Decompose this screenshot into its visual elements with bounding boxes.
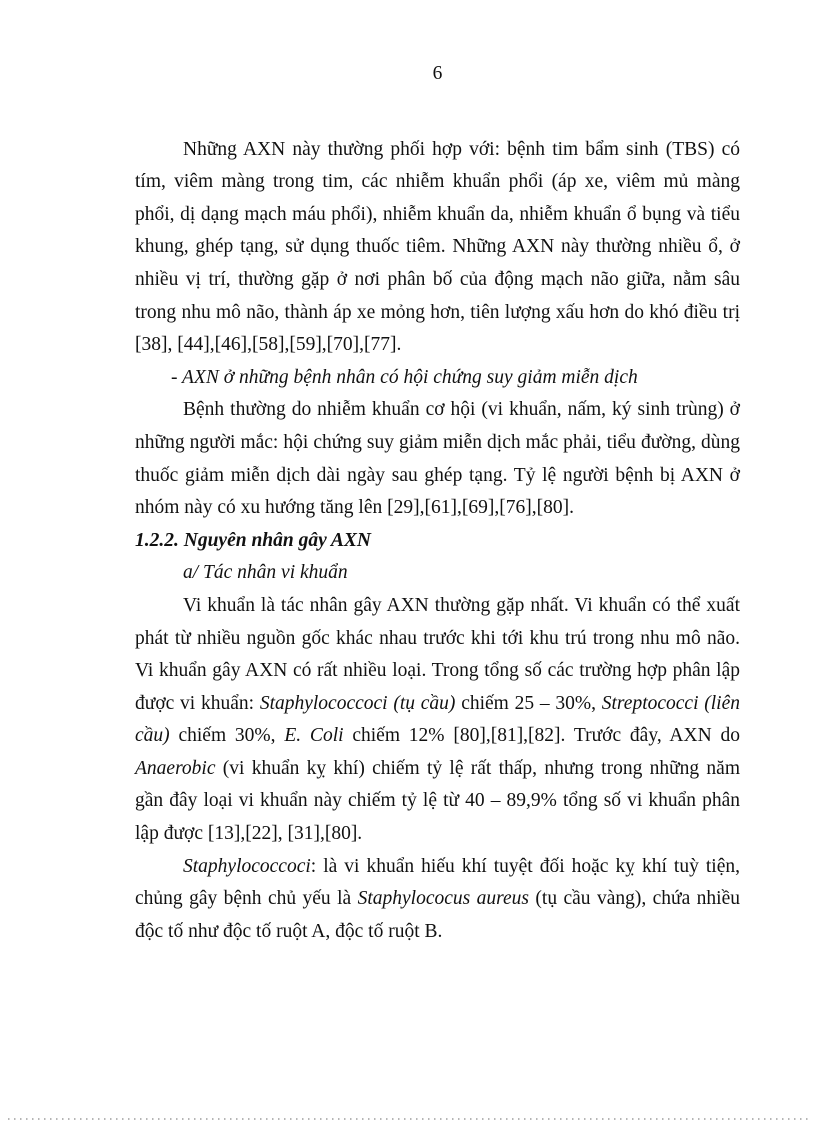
text-run: Bệnh thường do nhiễm khuẩn cơ hội (vi khuẩn, nấm, ký sinh trùng) ở những người mắc: hội chứng suy giảm miễn dịch mắc phải, tiểu đường, dùng thuốc giảm miễn dịch dài ngày sau ghép tạng. Tỷ lệ người bệnh bị AXN ở nhóm này có xu hướng tăng lên [29],[61],[69],[76],[80]. xyxy=(135,399,740,519)
paragraph-body xyxy=(135,134,740,362)
text-run: chiếm 25 – 30%, xyxy=(455,692,602,714)
text-run: chiếm 12% [80],[81],[82]. Trước đây, AXN do xyxy=(343,725,740,747)
text-run: (vi khuẩn kỵ khí) chiếm tỷ lệ rất thấp, nhưng trong những năm gần đây loại vi khuẩn này chiếm tỷ lệ từ 40 – 89,9% tổng số vi khuẩn phân lập được [13],[22], [31],[80]. xyxy=(135,757,740,845)
text-run: Streptococci (liên cầu) xyxy=(135,692,740,747)
paragraph-heading xyxy=(135,525,740,558)
paragraph-dash-line xyxy=(135,362,740,395)
document-body xyxy=(135,134,740,949)
text-run: Anaerobic xyxy=(135,757,216,779)
text-run: a/ Tác nhân vi khuẩn xyxy=(183,562,348,584)
text-run: Staphylococcoci (tụ cầu) xyxy=(259,692,456,714)
bottom-dotted-divider xyxy=(8,1118,808,1120)
paragraph-subheading xyxy=(135,557,740,590)
text-run: Những AXN này thường phối hợp với: bệnh tim bẩm sinh (TBS) có tím, viêm màng trong tim, các nhiễm khuẩn phổi (áp xe, viêm mủ màng phổi, dị dạng mạch máu phổi), nhiễm khuẩn da, nhiễm khuẩn ổ bụng và tiểu khung, ghép tạng, sử dụng thuốc tiêm. Những AXN này thường nhiều ổ, ở nhiều vị trí, thường gặp ở nơi phân bố của động mạch não giữa, nằm sâu trong nhu mô não, thành áp xe mỏng hơn, tiên lượng xấu hơn do khó điều trị [38], [44],[46],[58],[59],[70],[77]. xyxy=(135,138,740,356)
text-run: - AXN ở những bệnh nhân có hội chứng suy giảm miễn dịch xyxy=(171,366,638,388)
page-number: 6 xyxy=(432,63,443,84)
text-run: Staphylococus aureus xyxy=(357,888,529,910)
text-run: Vi khuẩn là tác nhân gây AXN thường gặp nhất. Vi khuẩn có thể xuất phát từ nhiều nguồn gốc khác nhau trước khi tới khu trú trong nhu mô não. Vi khuẩn gây AXN có rất nhiều loại. Trong tổng số các trường hợp phân lập được vi khuẩn: xyxy=(135,594,740,714)
paragraph-body xyxy=(135,851,740,949)
paragraph-body xyxy=(135,394,740,524)
paragraph-body xyxy=(135,590,740,851)
text-run: : là vi khuẩn hiếu khí tuyệt đối hoặc kỵ khí tuỳ tiện, chủng gây bệnh chủ yếu là xyxy=(135,855,740,910)
text-run: chiếm 30%, xyxy=(169,725,285,747)
text-run: E. Coli xyxy=(284,725,344,747)
text-run: 1.2.2. Nguyên nhân gây AXN xyxy=(135,529,372,551)
text-run: Staphylococcoci xyxy=(183,855,311,877)
text-run: (tụ cầu vàng), chứa nhiều độc tố như độc tố ruột A, độc tố ruột B. xyxy=(135,888,741,942)
